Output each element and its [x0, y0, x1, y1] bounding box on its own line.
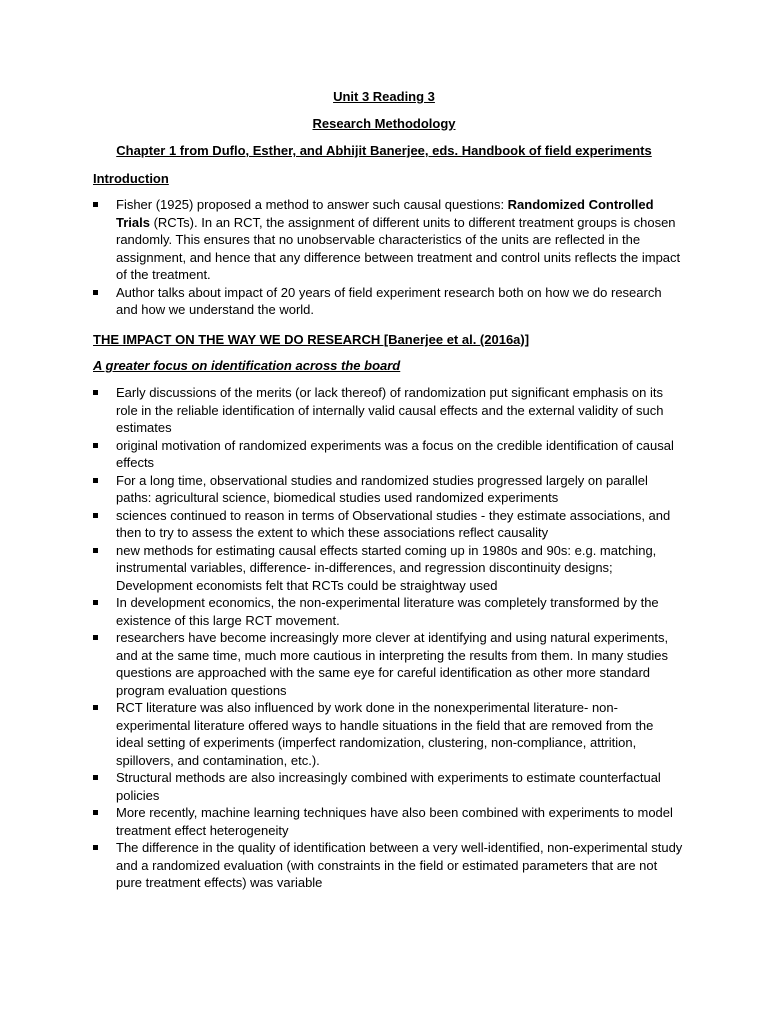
list-item: [93, 472, 683, 507]
document-title: Unit 3 Reading 3: [333, 89, 435, 104]
list-item: [93, 284, 683, 319]
list-item: [93, 804, 683, 839]
bullet-icon: [93, 775, 98, 780]
bullet-icon: [93, 600, 98, 605]
bullet-icon: [93, 443, 98, 448]
bullet-text: new methods for estimating causal effects started coming up in 1980s and 90s: e.g. matching, instrumental variables, difference- in-differences, and regression discontinuity designs; Development economists felt that RCTs could be straightway used: [116, 542, 657, 593]
focus-bullet-list: [93, 384, 683, 892]
list-item: [93, 594, 683, 629]
bullet-text-part: Fisher (1925) proposed a method to answer such causal questions:: [116, 197, 508, 212]
bullet-icon: [93, 513, 98, 518]
focus-subheading: A greater focus on identification across the board: [93, 358, 401, 373]
chapter-citation: Chapter 1 from Duflo, Esther, and Abhijit Banerjee, eds. Handbook of field experiments: [116, 143, 652, 158]
bullet-icon: [93, 390, 98, 395]
bullet-icon: [93, 845, 98, 850]
bullet-icon: [93, 290, 98, 295]
bullet-text: For a long time, observational studies and randomized studies progressed largely on parallel paths: agricultural science, biomedical studies used randomized experiments: [116, 472, 648, 505]
bullet-text: researchers have become increasingly more clever at identifying and using natural experiments, and at the same time, much more cautious in interpreting the results from them. In many studies questions are approached with the same eye for careful identification as other more standard program evaluation questions: [116, 630, 669, 698]
list-item: [93, 699, 683, 769]
bullet-text: [116, 197, 680, 282]
list-item: [93, 839, 683, 892]
bullet-icon: [93, 548, 98, 553]
list-item: [93, 437, 683, 472]
list-item: [93, 196, 683, 284]
introduction-heading: Introduction: [93, 171, 169, 186]
list-item: [93, 542, 683, 595]
bullet-text: In development economics, the non-experimental literature was completely transformed by the existence of this large RCT movement.: [116, 595, 659, 628]
list-item: [93, 769, 683, 804]
bold-term: Randomized Controlled Trials: [116, 197, 654, 230]
bullet-text-part: (RCTs). In an RCT, the assignment of different units to different treatment groups is chosen randomly. This ensures that no unobservable characteristics of the units are reflected in the assignment, and hence that any difference between treatment and control units reflects the impact of the treatment.: [116, 214, 681, 282]
impact-heading: THE IMPACT ON THE WAY WE DO RESEARCH [Banerjee et al. (2016a)]: [93, 332, 530, 347]
section-title: Research Methodology: [312, 116, 456, 131]
bullet-icon: [93, 810, 98, 815]
bullet-text: Structural methods are also increasingly combined with experiments to estimate counterfactual policies: [116, 770, 661, 803]
bullet-icon: [93, 478, 98, 483]
bullet-text: Early discussions of the merits (or lack thereof) of randomization put significant emphasis on its role in the reliable identification of internally valid causal effects and the external validity of such estimates: [116, 385, 664, 435]
list-item: [93, 629, 683, 699]
bullet-text: sciences continued to reason in terms of Observational studies - they estimate associations, and then to try to assess the extent to which these associations reflect causality: [116, 507, 671, 540]
list-item: [93, 507, 683, 542]
intro-bullet-list: [93, 196, 683, 319]
bullet-icon: [93, 635, 98, 640]
bullet-icon: [93, 705, 98, 710]
bullet-text: The difference in the quality of identification between a very well-identified, non-experimental study and a randomized evaluation (with constraints in the field or estimated parameters that are not pure treatment effects) was variable: [116, 840, 683, 890]
bullet-icon: [93, 202, 98, 207]
bullet-text: RCT literature was also influenced by work done in the nonexperimental literature- non-experimental literature offered ways to handle situations in the field that are removed from the ideal setting of experiments (imperfect randomization, clustering, non-compliance, attrition, spillovers, and contamination, etc.).: [116, 700, 654, 768]
list-item: [93, 384, 683, 437]
bullet-text: Author talks about impact of 20 years of field experiment research both on how we do research and how we understand the world.: [116, 284, 662, 317]
bullet-text: More recently, machine learning techniques have also been combined with experiments to model treatment effect heterogeneity: [116, 805, 673, 838]
bullet-text: original motivation of randomized experiments was a focus on the credible identification of causal effects: [116, 437, 674, 470]
